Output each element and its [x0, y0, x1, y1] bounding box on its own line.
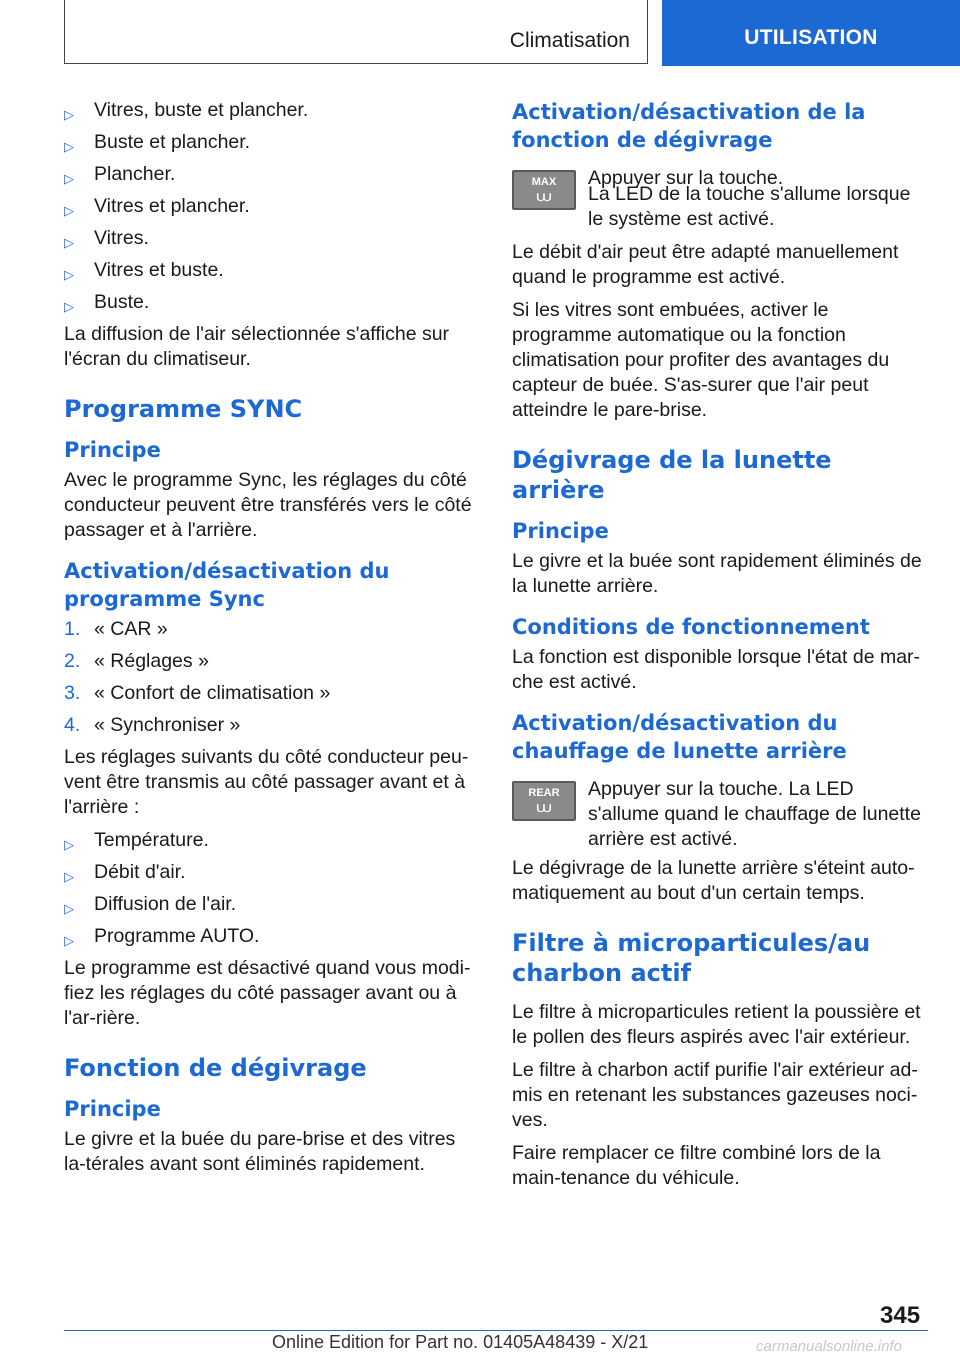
sync-transfer-list — [64, 828, 478, 949]
sync-activation-title: Activation/désactivation du programme Sync — [64, 559, 390, 611]
triangle-bullet-icon: ▷ — [64, 267, 74, 282]
list-item: ▷ Diffusion de l'air. — [64, 892, 478, 917]
rear-key-row — [512, 777, 926, 852]
step-number: 4. — [64, 714, 81, 736]
defrost-principle-title: Principe — [64, 1097, 161, 1121]
list-item: ▷ Programme AUTO. — [64, 924, 478, 949]
list-item: ▷ Vitres et buste. — [64, 258, 478, 283]
list-item: ▷ Plancher. — [64, 162, 478, 187]
max-led-text: La LED de la touche s'allume lorsque le système est activé. — [588, 183, 911, 230]
max-key-row — [512, 166, 926, 210]
triangle-bullet-icon: ▷ — [64, 299, 74, 314]
triangle-bullet-icon: ▷ — [64, 933, 74, 948]
list-item: ▷ Vitres, buste et plancher. — [64, 98, 478, 123]
triangle-bullet-icon: ▷ — [64, 869, 74, 884]
sync-steps-list — [64, 617, 478, 738]
footer-divider — [64, 1330, 928, 1331]
watermark: carmanualsonline.info — [756, 1338, 902, 1355]
triangle-bullet-icon: ▷ — [64, 837, 74, 852]
rear-activation-title: Activation/désactivation du chauffage de lunette arrière — [512, 711, 847, 763]
rear-principle-title: Principe — [512, 519, 609, 543]
sync-title: Programme SYNC — [64, 395, 303, 423]
distribution-note: La diffusion de l'air sélectionnée s'affiche sur l'écran du climatiseur. — [64, 323, 450, 370]
rear-conditions-text: La fonction est disponible lorsque l'état de mar-che est activé. — [512, 646, 921, 693]
filter-text-3: Faire remplacer ce filtre combiné lors de la main-tenance du véhicule. — [512, 1142, 881, 1189]
triangle-bullet-icon: ▷ — [64, 203, 74, 218]
list-item: ▷ Vitres et plancher. — [64, 194, 478, 219]
rear-auto-off-text: Le dégivrage de la lunette arrière s'éteint auto-matiquement au bout d'un certain temps. — [512, 857, 915, 904]
sync-principle-title: Principe — [64, 438, 161, 462]
triangle-bullet-icon: ▷ — [64, 139, 74, 154]
rear-conditions-title: Conditions de fonctionnement — [512, 615, 870, 639]
page-number: 345 — [880, 1302, 921, 1329]
list-item: 2. « Réglages » — [64, 650, 209, 672]
list-item: ▷ Buste et plancher. — [64, 130, 478, 155]
max-press-text: Appuyer sur la touche. — [588, 167, 784, 189]
list-item: 3. « Confort de climatisation » — [64, 682, 331, 704]
triangle-bullet-icon: ▷ — [64, 235, 74, 250]
list-item: 4. « Synchroniser » — [64, 714, 241, 736]
defrost-activation-title: Activation/désactivation de la fonction de dégivrage — [512, 100, 866, 152]
list-item: 1. « CAR » — [64, 618, 168, 640]
rear-press-text: Appuyer sur la touche. La LED s'allume quand le chauffage de lunette arrière est activé. — [588, 778, 921, 850]
filter-text-2: Le filtre à charbon actif purifie l'air extérieur ad-mis en retenant les substances gazeuses noci-ves. — [512, 1059, 918, 1131]
list-item: ▷ Débit d'air. — [64, 860, 478, 885]
defrost-principle-text: Le givre et la buée du pare-brise et des vitres la-térales avant sont éliminés rapidement. — [64, 1128, 456, 1175]
right-column — [512, 98, 926, 1199]
list-item: ▷ Température. — [64, 828, 478, 853]
distribution-list — [64, 98, 478, 315]
header-section-title: Climatisation — [509, 29, 630, 52]
max-manual-text: Le débit d'air peut être adapté manuellement quand le programme est activé. — [512, 241, 899, 288]
filter-title: Filtre à microparticules/au charbon actif — [512, 929, 871, 987]
step-number: 2. — [64, 650, 81, 672]
rear-principle-text: Le givre et la buée sont rapidement éliminés de la lunette arrière. — [512, 550, 922, 597]
filter-text-1: Le filtre à microparticules retient la poussière et le pollen des fleurs aspirés avec l'air extérieur. — [512, 1001, 921, 1048]
left-column — [64, 98, 478, 1185]
footer-edition: Online Edition for Part no. 01405A48439 - X/21 — [272, 1332, 649, 1352]
sync-principle-text: Avec le programme Sync, les réglages du côté conducteur peuvent être transférés vers le côté passager et à l'arrière. — [64, 469, 472, 541]
triangle-bullet-icon: ▷ — [64, 171, 74, 186]
max-defrost-key-icon: MAX ⩊ — [512, 170, 576, 210]
step-number: 1. — [64, 618, 81, 640]
list-item: ▷ Buste. — [64, 290, 478, 315]
rear-defrost-key-icon: REAR ⩊ — [512, 781, 576, 821]
triangle-bullet-icon: ▷ — [64, 107, 74, 122]
sync-transfer-text: Les réglages suivants du côté conducteur peu-vent être transmis au côté passager avant et à l'arrière : — [64, 746, 469, 818]
defrost-title: Fonction de dégivrage — [64, 1054, 367, 1082]
sync-off-text: Le programme est désactivé quand vous modi-fiez les réglages du côté passager avant ou à l'ar-rière. — [64, 957, 471, 1029]
step-number: 3. — [64, 682, 81, 704]
header-tab-utilisation[interactable]: UTILISATION — [662, 0, 960, 66]
rear-title: Dégivrage de la lunette arrière — [512, 446, 832, 504]
max-fog-text: Si les vitres sont embuées, activer le programme automatique ou la fonction climatisation pour profiter des avantages du capteur de buée. S'as-surer que l'air peut atteindre le pare-brise. — [512, 299, 890, 421]
list-item: ▷ Vitres. — [64, 226, 478, 251]
triangle-bullet-icon: ▷ — [64, 901, 74, 916]
